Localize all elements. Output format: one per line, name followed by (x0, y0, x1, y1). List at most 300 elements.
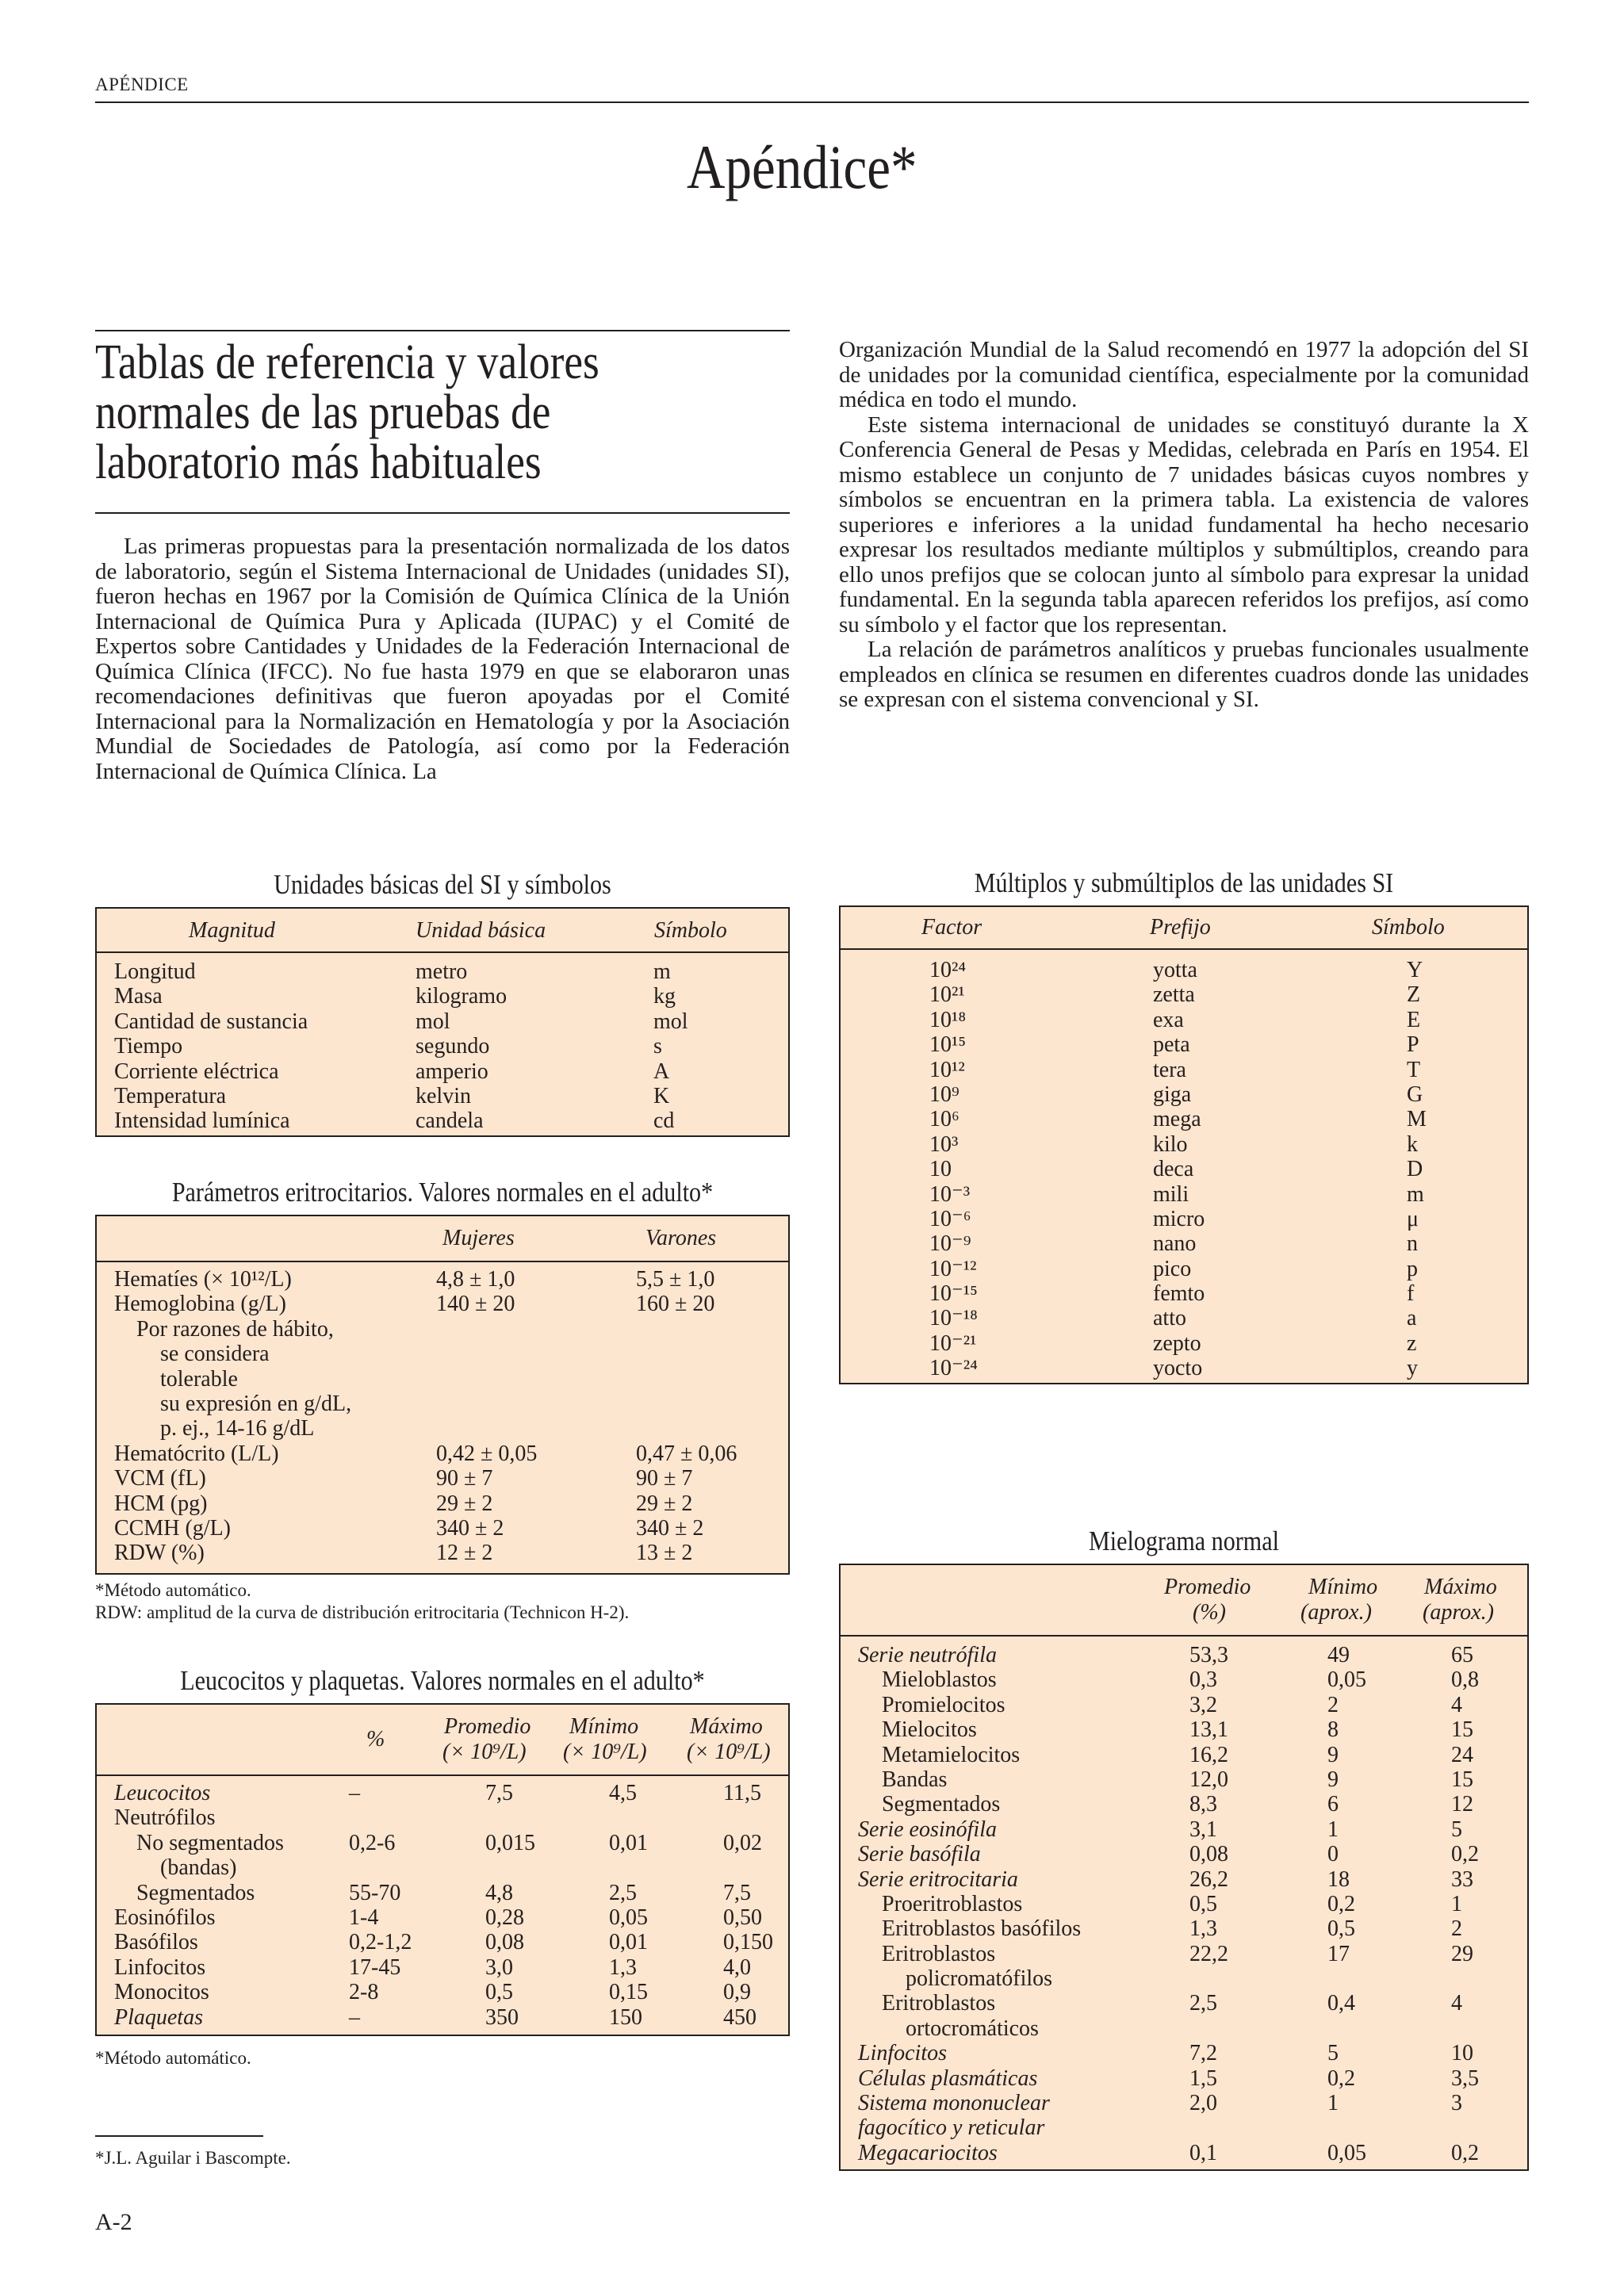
row-label: Mieloblastos (882, 1667, 997, 1693)
cell-value: 1-4 (349, 1905, 379, 1930)
row-label: Corriente eléctrica (114, 1059, 279, 1084)
cell-value: peta (1153, 1032, 1190, 1058)
cell-value: 2 (1327, 1692, 1339, 1717)
column-header: (× 10⁹/L) (687, 1740, 771, 1764)
cell-value: metro (416, 959, 468, 984)
table-row (841, 1182, 1527, 1207)
table-row (97, 1059, 788, 1084)
running-head: APÉNDICE (95, 75, 189, 94)
row-label: Sistema mononuclear (858, 2091, 1050, 2116)
table-row (97, 1541, 788, 1565)
cell-value: 0,2 (1327, 2065, 1355, 2091)
cell-value: 49 (1327, 1643, 1350, 1667)
cell-value: – (349, 2004, 360, 2030)
cell-value: 0,2 (1451, 2140, 1479, 2165)
table-row (97, 2005, 788, 2030)
row-label: Cantidad de sustancia (114, 1009, 308, 1034)
table-row (97, 1466, 788, 1491)
row-label: p. ej., 14-16 g/dL (160, 1416, 315, 1441)
cell-value: 0,47 ± 0,06 (636, 1441, 737, 1466)
row-label: (bandas) (160, 1855, 237, 1881)
table-row (97, 1416, 788, 1441)
table-header (841, 907, 1527, 950)
cell-value: 4,8 (485, 1880, 513, 1905)
intro-paragraph: Las primeras propuestas para la presentación normalizada de los datos de laboratorio, según el Sistema Internacional de Unidades (unidades SI), fueron hechas en 1967 por la Comisión de Química Clínica de la Unión Internacional de Química Pura y Aplicada (IUPAC) y el Comité de Expertos sobre Cantidades y Unidades de la Federación Internacional de Química Clínica (IFCC). No fue hasta 1979 en que se elaboraron unas recomendaciones definitivas que fueron apoyadas por el Comité Internacional para la Normalización en Hematología y por la Asociación Mundial de Sociedades de Patología, así como por la Federación Internacional de Química Clínica. La (95, 534, 790, 784)
table-note: RDW: amplitud de la curva de distribución eritrocitaria (Technicon H-2). (95, 1602, 630, 1622)
header-rule (95, 101, 1529, 103)
table-row (841, 1817, 1527, 1842)
column-header: Promedio (444, 1714, 531, 1739)
table-row (841, 1281, 1527, 1306)
table-row (97, 1930, 788, 1954)
cell-value: 0,2 (1327, 1891, 1355, 1916)
row-label: Intensidad lumínica (114, 1108, 290, 1134)
cell-value: 2 (1451, 1916, 1462, 1942)
cell-value: 17-45 (349, 1954, 401, 1980)
table-row (841, 1867, 1527, 1892)
cell-value: 1 (1327, 2091, 1339, 2116)
cell-value: 0,01 (609, 1830, 648, 1855)
cell-value: m (653, 959, 671, 984)
cell-value: candela (416, 1108, 484, 1134)
basic-units-table (95, 907, 790, 1137)
table-body (97, 953, 788, 1134)
cell-value: 12 (1451, 1792, 1473, 1817)
cell-value: 15 (1451, 1717, 1473, 1743)
cell-value: nano (1153, 1231, 1197, 1257)
table-row (97, 1034, 788, 1059)
row-label: Eritroblastos basófilos (882, 1916, 1082, 1942)
table-caption: Leucocitos y plaquetas. Valores normales en el adulto* (180, 1665, 705, 1696)
row-label: Hematíes (× 10¹²/L) (114, 1267, 292, 1292)
cell-value: 55-70 (349, 1880, 401, 1905)
table-row (841, 1331, 1527, 1356)
cell-value: micro (1153, 1206, 1205, 1231)
cell-value: 1 (1327, 1817, 1339, 1842)
cell-value: P (1407, 1032, 1419, 1058)
row-label: 10⁻²¹ (929, 1330, 977, 1356)
cell-value: 10 (1451, 2041, 1473, 2066)
row-label: Segmentados (136, 1880, 255, 1905)
row-label: Proeritroblastos (882, 1891, 1023, 1916)
cell-value: 1,3 (609, 1954, 637, 1980)
table-row (97, 1292, 788, 1316)
cell-value: 53,3 (1189, 1643, 1228, 1667)
row-label: su expresión en g/dL, (160, 1391, 352, 1416)
table-row (841, 1008, 1527, 1032)
row-label: Eosinófilos (114, 1905, 216, 1930)
table-row (841, 1306, 1527, 1330)
column-header: Unidad básica (416, 918, 546, 943)
table-row (97, 1516, 788, 1541)
column-header: (× 10⁹/L) (442, 1740, 527, 1764)
table-row (841, 1966, 1527, 1991)
table-row (841, 1717, 1527, 1742)
cell-value: deca (1153, 1157, 1194, 1182)
cell-value: kg (653, 984, 676, 1009)
cell-value: m (1407, 1181, 1424, 1207)
cell-value: yotta (1153, 958, 1197, 982)
cell-value: 1,5 (1189, 2065, 1217, 2091)
cell-value: 3,5 (1451, 2065, 1479, 2091)
row-label: Leucocitos (114, 1781, 211, 1805)
row-label: Eritroblastos (882, 1991, 996, 2016)
row-label: RDW (%) (114, 1541, 205, 1566)
row-label: Serie eosinófila (858, 1817, 997, 1842)
cell-value: 12,0 (1189, 1767, 1228, 1792)
section-heading-line: normales de las pruebas de (95, 385, 551, 439)
cell-value: 0,15 (609, 1980, 648, 2005)
cell-value: 13,1 (1189, 1717, 1228, 1743)
intro-paragraph: Este sistema internacional de unidades se constituyó durante la X Conferencia General de Pesas y Medidas, celebrada en París en 1954. El mismo establece un conjunto de 7 unidades básicas cuyos nombres y símbolos se encuentran en la primera tabla. La existencia de valores superiores e inferiores a la unidad fundamental ha hecho necesario expresar los resultados mediante múltiplos y submúltiplos, creando para ello unos prefijos que se colocan junto al símbolo para expresar la unidad fundamental. En la segunda tabla aparecen referidos los prefijos, así como su símbolo y el factor que los representan. (839, 412, 1529, 637)
cell-value: 2,5 (609, 1880, 637, 1905)
cell-value: segundo (416, 1034, 490, 1059)
table-row (97, 1267, 788, 1292)
table-row (841, 1032, 1527, 1057)
row-label: No segmentados (136, 1830, 284, 1855)
table-row (841, 1792, 1527, 1817)
table-row (841, 1892, 1527, 1916)
cell-value: exa (1153, 1007, 1184, 1032)
cell-value: 0,4 (1327, 1991, 1355, 2016)
cell-value: 26,2 (1189, 1866, 1228, 1892)
row-label: 10⁻¹⁵ (929, 1281, 978, 1307)
table-row (841, 1916, 1527, 1941)
row-label: HCM (pg) (114, 1491, 208, 1516)
cell-value: 15 (1451, 1767, 1473, 1792)
table-row (97, 1317, 788, 1342)
row-label: CCMH (g/L) (114, 1515, 231, 1541)
table-row (841, 958, 1527, 982)
table-row (841, 1231, 1527, 1256)
table-body (841, 950, 1527, 1381)
table-row (841, 982, 1527, 1007)
cell-value: 29 ± 2 (436, 1491, 493, 1516)
leuco-table (95, 1703, 790, 2036)
cell-value: 5 (1327, 2041, 1339, 2066)
row-label: Metamielocitos (882, 1742, 1021, 1767)
table-row (97, 1955, 788, 1980)
row-label: Serie neutrófila (858, 1643, 997, 1667)
table-row (97, 959, 788, 984)
cell-value: amperio (416, 1059, 488, 1084)
cell-value: 350 (485, 2004, 519, 2030)
column-header: % (366, 1727, 385, 1751)
table-row (97, 1805, 788, 1830)
cell-value: 7,5 (485, 1781, 513, 1805)
cell-value: 0,8 (1451, 1667, 1479, 1693)
cell-value: f (1407, 1281, 1415, 1307)
column-header: Mujeres (442, 1226, 515, 1250)
table-note: *Método automático. (95, 2048, 251, 2068)
table-row (841, 1207, 1527, 1231)
column-header: Máximo (1424, 1575, 1497, 1599)
heading-rule-bottom (95, 512, 790, 514)
table-row (841, 1743, 1527, 1767)
table-row (841, 1767, 1527, 1792)
cell-value: 0,2-6 (349, 1830, 396, 1855)
row-label: Linfocitos (114, 1954, 206, 1980)
column-header: (%) (1193, 1600, 1226, 1625)
cell-value: 450 (723, 2004, 756, 2030)
intro-paragraph: Organización Mundial de la Salud recomendó en 1977 la adopción del SI de unidades por la comunidad científica, especialmente por la comunidad médica en todo el mundo. (839, 337, 1529, 412)
table-row (97, 1855, 788, 1880)
table-caption: Mielograma normal (1089, 1526, 1279, 1556)
row-label: policromatófilos (906, 1966, 1053, 1992)
table-row (841, 1157, 1527, 1181)
row-label: 10⁻⁹ (929, 1231, 971, 1257)
table-row (841, 1942, 1527, 1966)
row-label: 10¹⁸ (929, 1007, 967, 1032)
row-label: 10¹⁵ (929, 1032, 967, 1058)
table-row (97, 1342, 788, 1366)
table-header (97, 1705, 788, 1776)
cell-value: 90 ± 7 (436, 1466, 493, 1491)
row-label: Monocitos (114, 1980, 209, 2005)
table-row (841, 1107, 1527, 1131)
cell-value: 0,42 ± 0,05 (436, 1441, 538, 1466)
row-label: Segmentados (882, 1792, 1001, 1817)
cell-value: – (349, 1781, 360, 1805)
cell-value: 4,8 ± 1,0 (436, 1267, 515, 1292)
cell-value: 5 (1451, 1817, 1462, 1842)
table-row (841, 1643, 1527, 1667)
cell-value: 0,3 (1189, 1667, 1217, 1693)
cell-value: zepto (1153, 1330, 1201, 1356)
cell-value: 22,2 (1189, 1941, 1228, 1966)
table-row (97, 1905, 788, 1930)
cell-value: 5,5 ± 1,0 (636, 1267, 715, 1292)
cell-value: 0,08 (1189, 1842, 1228, 1867)
cell-value: 0,1 (1189, 2140, 1217, 2165)
row-label: Eritroblastos (882, 1941, 996, 1966)
cell-value: giga (1153, 1081, 1192, 1107)
row-label: ortocromáticos (906, 2016, 1039, 2041)
cell-value: 2-8 (349, 1980, 379, 2005)
cell-value: 24 (1451, 1742, 1473, 1767)
myelogram-table (839, 1564, 1529, 2171)
row-label: Por razones de hábito, (136, 1316, 334, 1342)
table-row (841, 1082, 1527, 1107)
cell-value: k (1407, 1131, 1418, 1157)
column-header: Varones (645, 1226, 717, 1250)
table-row (841, 1842, 1527, 1866)
cell-value: 7,5 (723, 1880, 751, 1905)
cell-value: 0,50 (723, 1905, 762, 1930)
cell-value: 9 (1327, 1767, 1339, 1792)
table-row (841, 2066, 1527, 2091)
table-row (841, 1693, 1527, 1717)
row-label: Serie basófila (858, 1842, 981, 1867)
row-label: Plaquetas (114, 2004, 203, 2030)
row-label: Hemoglobina (g/L) (114, 1292, 286, 1317)
row-label: Megacariocitos (858, 2140, 998, 2165)
table-row (841, 1058, 1527, 1082)
row-label: Longitud (114, 959, 196, 984)
table-row (97, 1009, 788, 1034)
row-label: Células plasmáticas (858, 2065, 1038, 2091)
cell-value: 4 (1451, 1692, 1462, 1717)
cell-value: 2,5 (1189, 1991, 1217, 2016)
table-caption: Parámetros eritrocitarios. Valores normales en el adulto* (171, 1177, 714, 1208)
column-header: Mínimo (1308, 1575, 1378, 1599)
cell-value: 33 (1451, 1866, 1473, 1892)
table-body (97, 1262, 788, 1566)
cell-value: 0,02 (723, 1830, 762, 1855)
cell-value: 0,05 (609, 1905, 648, 1930)
cell-value: femto (1153, 1281, 1205, 1307)
table-row (841, 1991, 1527, 2016)
table-header (97, 909, 788, 953)
cell-value: 2,0 (1189, 2091, 1217, 2116)
cell-value: 7,2 (1189, 2041, 1217, 2066)
cell-value: kilo (1153, 1131, 1188, 1157)
cell-value: 340 ± 2 (436, 1515, 504, 1541)
cell-value: K (653, 1083, 670, 1108)
cell-value: 90 ± 7 (636, 1466, 693, 1491)
table-row (841, 2016, 1527, 2041)
table-note: *Método automático. (95, 1580, 251, 1600)
cell-value: 8 (1327, 1717, 1339, 1743)
row-label: Basófilos (114, 1930, 198, 1955)
row-label: 10²⁴ (929, 958, 967, 982)
row-label: 10⁻²⁴ (929, 1356, 978, 1381)
table-row (97, 1367, 788, 1392)
table-row (841, 2115, 1527, 2140)
cell-value: 0,5 (485, 1980, 513, 2005)
cell-value: 0 (1327, 1842, 1339, 1867)
table-row (97, 1491, 788, 1516)
cell-value: 3,0 (485, 1954, 513, 1980)
column-header: Símbolo (654, 918, 727, 943)
cell-value: yocto (1153, 1356, 1203, 1381)
cell-value: 1,3 (1189, 1916, 1217, 1942)
cell-value: μ (1407, 1206, 1419, 1231)
cell-value: 18 (1327, 1866, 1350, 1892)
cell-value: 0,05 (1327, 1667, 1366, 1693)
cell-value: s (653, 1034, 662, 1059)
row-label: 10⁻¹² (929, 1256, 977, 1281)
row-label: fagocítico y reticular (858, 2115, 1045, 2141)
table-row (841, 1667, 1527, 1692)
row-label: 10⁹ (929, 1081, 959, 1107)
cell-value: 13 ± 2 (636, 1541, 693, 1566)
cell-value: 0,015 (485, 1830, 535, 1855)
cell-value: mili (1153, 1181, 1189, 1207)
cell-value: M (1407, 1107, 1427, 1132)
cell-value: p (1407, 1256, 1418, 1281)
cell-value: 65 (1451, 1643, 1473, 1667)
cell-value: kilogramo (416, 984, 508, 1009)
row-label: Neutrófilos (114, 1805, 216, 1831)
cell-value: mol (416, 1009, 450, 1034)
table-row (841, 1356, 1527, 1380)
column-header: Promedio (1164, 1575, 1251, 1599)
cell-value: 0,9 (723, 1980, 751, 2005)
cell-value: 17 (1327, 1941, 1350, 1966)
cell-value: 1 (1451, 1891, 1462, 1916)
cell-value: 0,28 (485, 1905, 524, 1930)
column-header: Símbolo (1372, 915, 1445, 940)
cell-value: 4,0 (723, 1954, 751, 1980)
cell-value: 0,5 (1189, 1891, 1217, 1916)
cell-value: pico (1153, 1256, 1192, 1281)
cell-value: 0,01 (609, 1930, 648, 1955)
cell-value: 140 ± 20 (436, 1292, 515, 1317)
section-heading (95, 335, 777, 489)
row-label: se considera (160, 1342, 270, 1367)
cell-value: cd (653, 1108, 675, 1134)
cell-value: Y (1407, 958, 1423, 982)
cell-value: 150 (609, 2004, 642, 2030)
row-label: 10⁻¹⁸ (929, 1306, 978, 1331)
cell-value: A (653, 1059, 670, 1084)
cell-value: 16,2 (1189, 1742, 1228, 1767)
table-row (97, 984, 788, 1009)
cell-value: mega (1153, 1107, 1201, 1132)
page-number: A-2 (95, 2209, 132, 2235)
table-row (97, 1108, 788, 1133)
cell-value: 29 (1451, 1941, 1473, 1966)
row-label: Promielocitos (882, 1692, 1005, 1717)
cell-value: 11,5 (723, 1781, 761, 1805)
cell-value: 160 ± 20 (636, 1292, 715, 1317)
table-header (97, 1216, 788, 1262)
cell-value: y (1407, 1356, 1418, 1381)
cell-value: atto (1153, 1306, 1186, 1331)
table-header (841, 1565, 1527, 1637)
column-header: (aprox.) (1300, 1600, 1372, 1625)
cell-value: 340 ± 2 (636, 1515, 704, 1541)
column-header: Máximo (690, 1714, 763, 1739)
cell-value: 3,2 (1189, 1692, 1217, 1717)
cell-value: D (1407, 1157, 1423, 1182)
row-label: tolerable (160, 1366, 238, 1392)
row-label: Linfocitos (858, 2041, 948, 2066)
table-caption: Múltiplos y submúltiplos de las unidades SI (974, 867, 1394, 898)
row-label: VCM (fL) (114, 1466, 206, 1491)
cell-value: z (1407, 1330, 1417, 1356)
table-row (841, 2141, 1527, 2165)
row-label: 10⁻³ (929, 1181, 971, 1207)
table-row (841, 2091, 1527, 2115)
row-label: 10 (929, 1157, 952, 1182)
cell-value: zetta (1153, 982, 1195, 1008)
cell-value: 0,2-1,2 (349, 1930, 412, 1955)
table-body (97, 1776, 788, 2030)
row-label: Masa (114, 984, 163, 1009)
table-body (841, 1637, 1527, 2165)
section-heading-line: Tablas de referencia y valores (95, 335, 599, 389)
cell-value: Z (1407, 982, 1421, 1008)
column-header: Factor (921, 915, 982, 940)
cell-value: 0,150 (723, 1930, 773, 1955)
row-label: Hematócrito (L/L) (114, 1441, 279, 1466)
table-caption: Unidades básicas del SI y símbolos (274, 869, 611, 900)
cell-value: 12 ± 2 (436, 1541, 493, 1566)
cell-value: 29 ± 2 (636, 1491, 693, 1516)
section-heading-line: laboratorio más habituales (95, 435, 542, 489)
cell-value: 4 (1451, 1991, 1462, 2016)
cell-value: mol (653, 1009, 688, 1034)
row-label: Temperatura (114, 1083, 227, 1108)
footnote-rule (95, 2135, 263, 2137)
intro-left-column (95, 534, 790, 784)
row-label: 10²¹ (929, 982, 965, 1008)
table-row (97, 1881, 788, 1905)
cell-value: 9 (1327, 1742, 1339, 1767)
row-label: Mielocitos (882, 1717, 977, 1743)
